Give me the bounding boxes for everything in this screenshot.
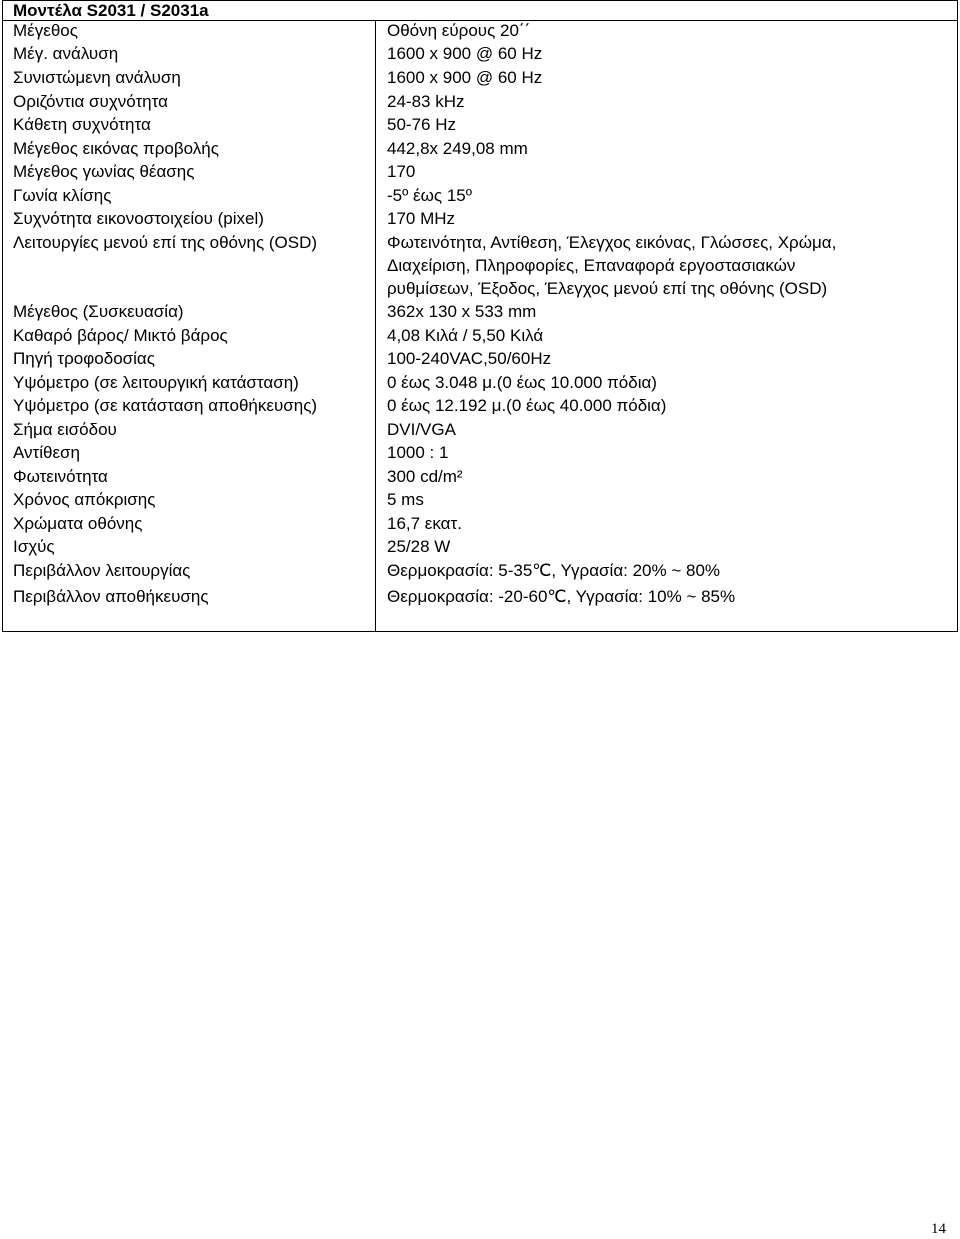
spec-value: 170	[387, 162, 416, 181]
spec-label: Αντίθεση	[13, 443, 81, 462]
spec-label: Υψόμετρο (σε κατάσταση αποθήκευσης)	[13, 396, 318, 415]
spec-value: 1600 x 900 @ 60 Hz	[387, 44, 543, 63]
spec-value: Θερμοκρασία: 5-35℃, Υγρασία: 20% ~ 80%	[387, 561, 721, 580]
spec-label: Φωτεινότητα	[13, 467, 108, 486]
spec-label: Υψόμετρο (σε λειτουργική κατάσταση)	[13, 373, 299, 392]
spec-label: Μέγ. ανάλυση	[13, 44, 119, 63]
spec-label: Καθαρό βάρος/ Μικτό βάρος	[13, 326, 228, 345]
spec-value-line: Διαχείριση, Πληροφορίες, Επαναφορά εργοστασιακών	[387, 256, 796, 275]
spec-value: 0 έως 12.192 μ.(0 έως 40.000 πόδια)	[387, 396, 667, 415]
title-row	[3, 1, 957, 21]
spec-value: 4,08 Κιλά / 5,50 Κιλά	[387, 326, 544, 345]
spec-label: Σήμα εισόδου	[13, 420, 117, 439]
spec-value: 5 ms	[387, 490, 424, 509]
spec-label: Ισχύς	[13, 537, 55, 556]
spec-label: Γωνία κλίσης	[13, 186, 112, 205]
spec-label: Συχνότητα εικονοστοιχείου (pixel)	[13, 209, 264, 228]
spec-label: Μέγεθος (Συσκευασία)	[13, 302, 184, 321]
spec-value: 300 cd/m²	[387, 467, 463, 486]
spec-value-line: ρυθμίσεων, Έξοδος, Έλεγχος μενού επί της οθόνης (OSD)	[387, 279, 828, 298]
column-divider	[375, 21, 376, 631]
spec-value: 362x 130 x 533 mm	[387, 302, 537, 321]
spec-table	[2, 0, 958, 632]
spec-value: 50-76 Hz	[387, 115, 456, 134]
spec-label: Κάθετη συχνότητα	[13, 115, 151, 134]
spec-value: 170 MHz	[387, 209, 456, 228]
spec-value: 25/28 W	[387, 537, 451, 556]
table-title: Μοντέλα S2031 / S2031a	[13, 1, 209, 20]
spec-value: 16,7 εκατ.	[387, 514, 462, 533]
spec-label: Λειτουργίες μενού επί της οθόνης (OSD)	[13, 233, 318, 252]
spec-label: Συνιστώμενη ανάλυση	[13, 68, 181, 87]
spec-value: DVI/VGA	[387, 420, 456, 439]
spec-label: Χρώματα οθόνης	[13, 514, 143, 533]
page-number: 14	[931, 1221, 946, 1237]
spec-value-line: Φωτεινότητα, Αντίθεση, Έλεγχος εικόνας, Γλώσσες, Χρώμα,	[387, 233, 837, 252]
spec-label: Περιβάλλον αποθήκευσης	[13, 587, 209, 606]
spec-label: Περιβάλλον λειτουργίας	[13, 561, 191, 580]
spec-label: Πηγή τροφοδοσίας	[13, 349, 155, 368]
spec-value: 442,8x 249,08 mm	[387, 139, 528, 158]
spec-label: Μέγεθος	[13, 21, 78, 40]
spec-value: 24-83 kHz	[387, 92, 465, 111]
spec-value: 0 έως 3.048 μ.(0 έως 10.000 πόδια)	[387, 373, 657, 392]
spec-value: -5º έως 15º	[387, 186, 472, 205]
spec-value: Οθόνη εύρους 20΄΄	[387, 21, 531, 40]
spec-value: 100-240VAC,50/60Hz	[387, 349, 552, 368]
spec-value: Θερμοκρασία: -20-60℃, Υγρασία: 10% ~ 85%	[387, 587, 736, 606]
spec-value: 1600 x 900 @ 60 Hz	[387, 68, 543, 87]
spec-label: Μέγεθος γωνίας θέασης	[13, 162, 195, 181]
spec-value: 1000 : 1	[387, 443, 449, 462]
spec-label: Μέγεθος εικόνας προβολής	[13, 139, 219, 158]
spec-label: Χρόνος απόκρισης	[13, 490, 156, 509]
spec-label: Οριζόντια συχνότητα	[13, 92, 168, 111]
